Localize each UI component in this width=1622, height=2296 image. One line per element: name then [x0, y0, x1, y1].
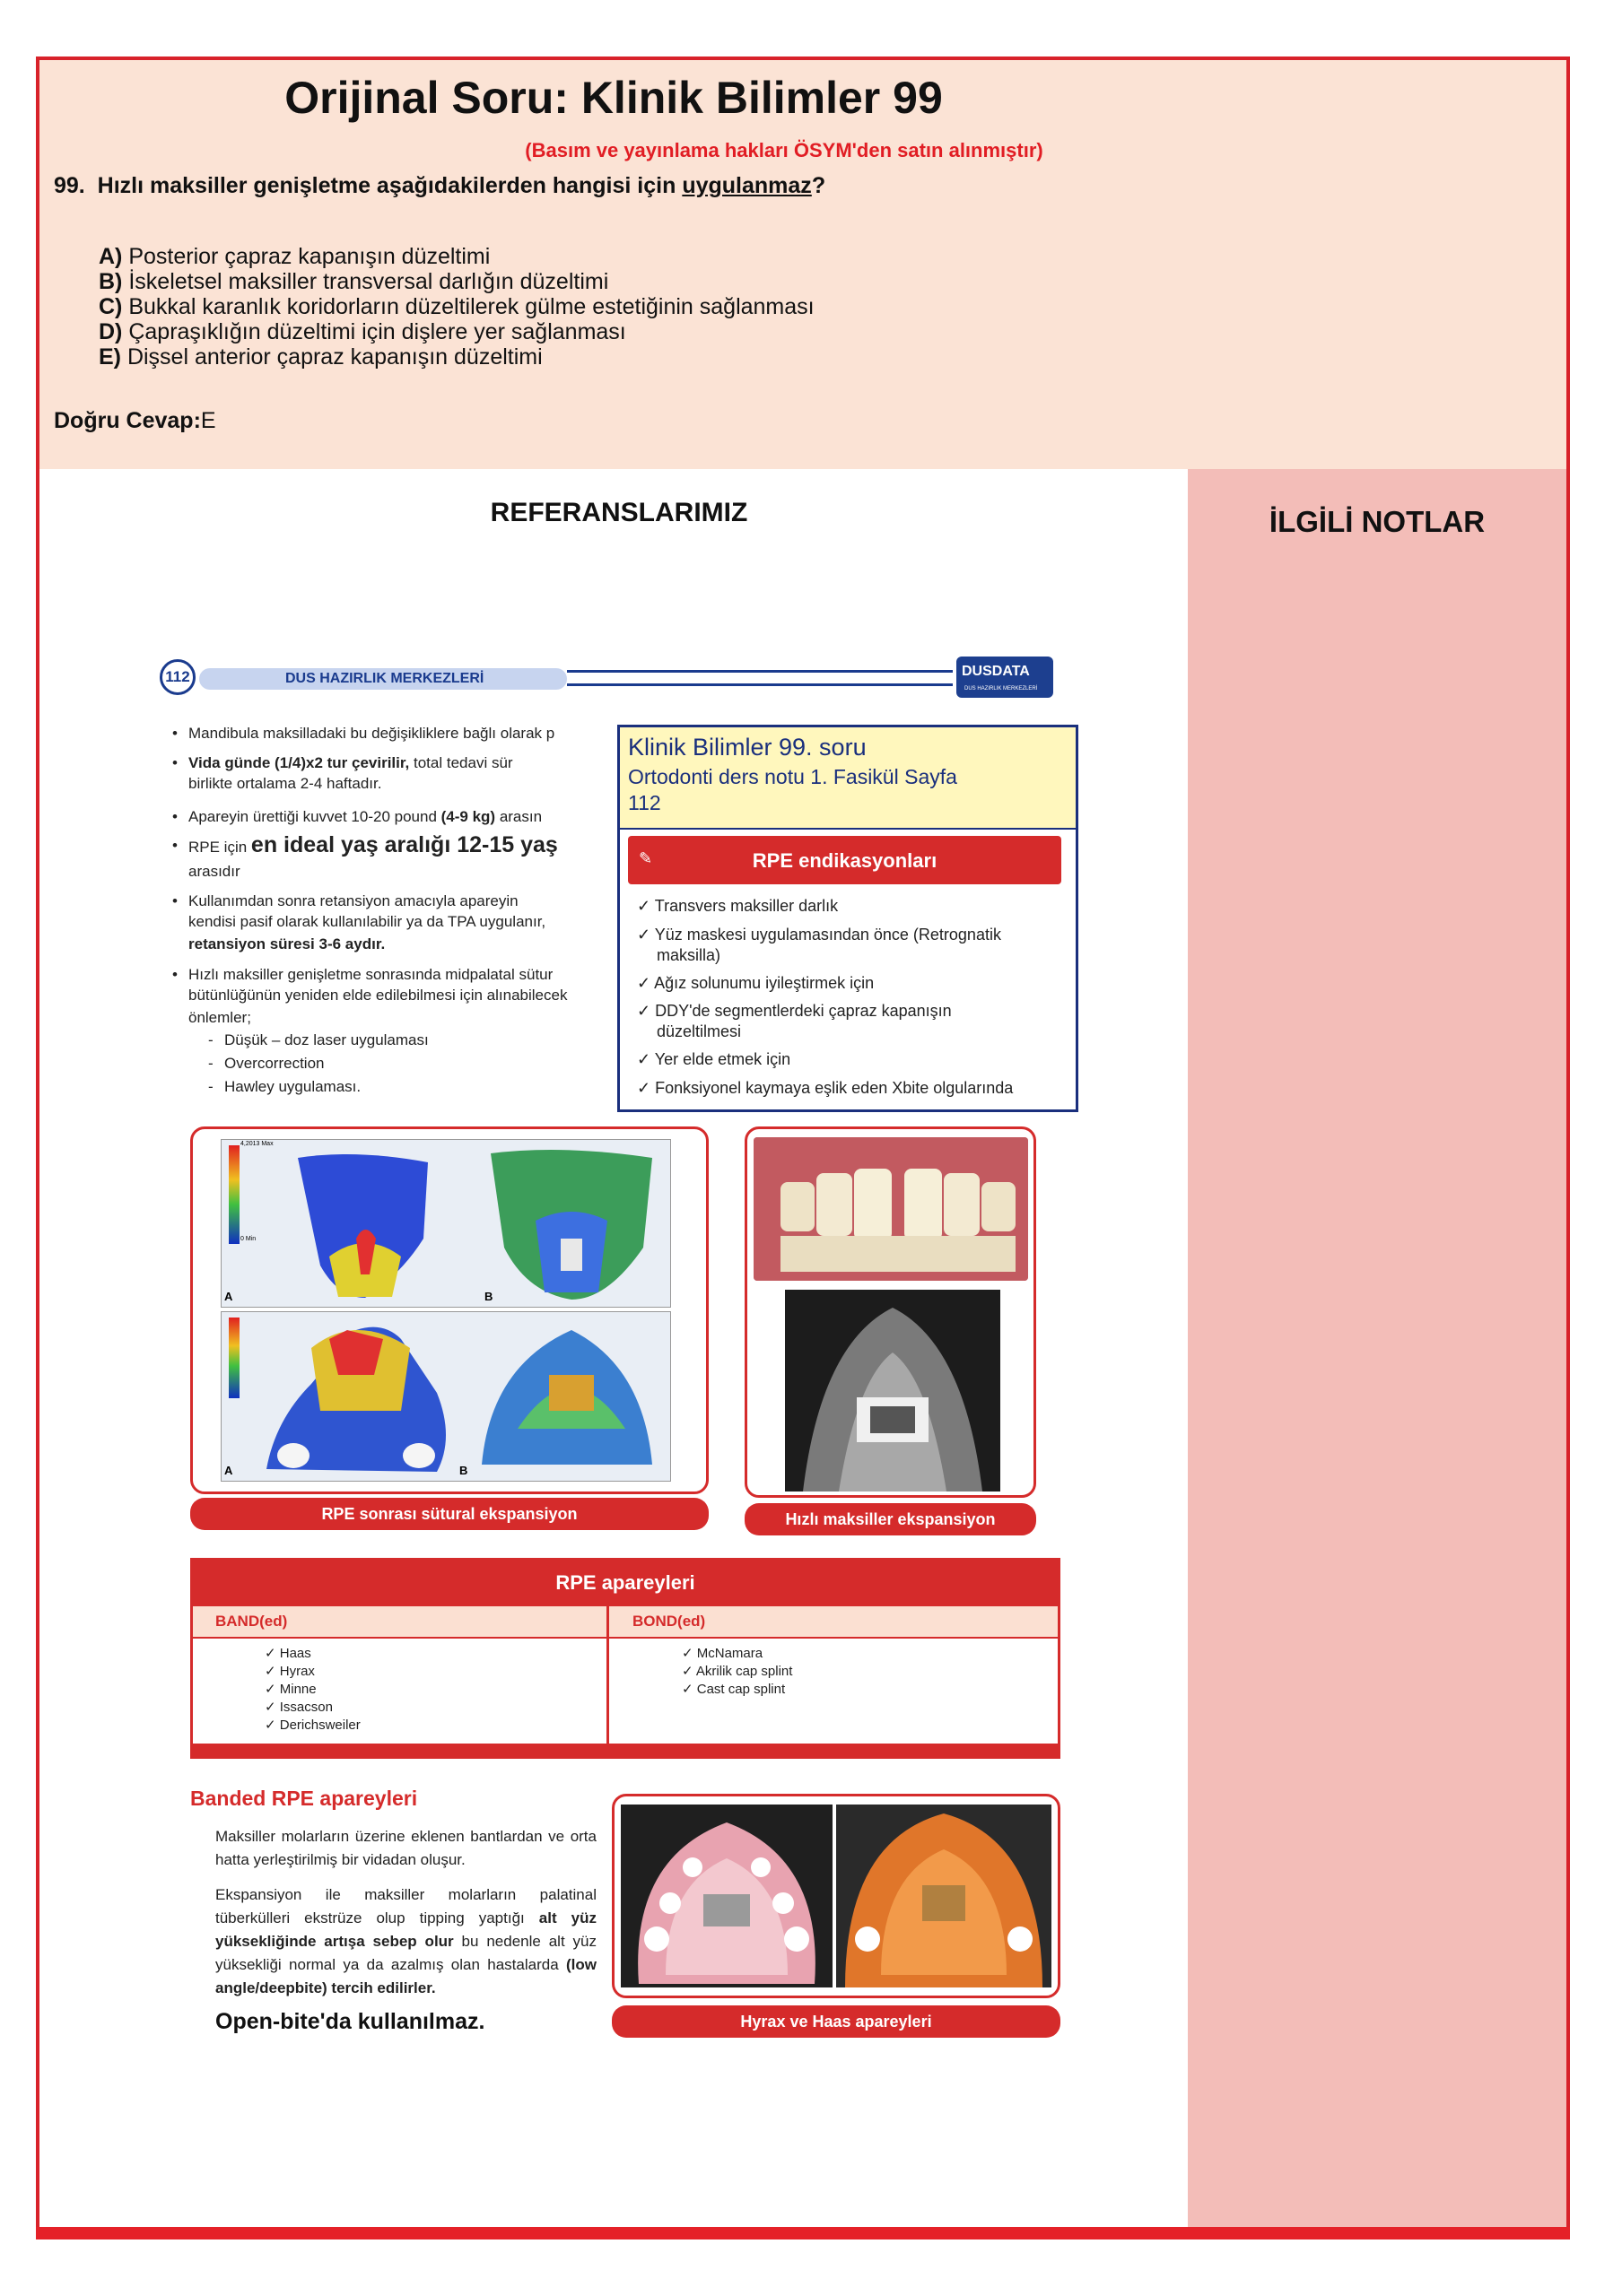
option-b: B) İskeletsel maksiller transversal darlığın düzeltimi	[99, 269, 609, 294]
notes-heading: İLGİLİ NOTLAR	[1269, 505, 1486, 538]
teeth-diastema-icon	[754, 1137, 1028, 1281]
page-number: 112	[160, 659, 196, 695]
fe-panel-bottom	[221, 1311, 671, 1482]
question-text: 99. Hızlı maksiller genişletme aşağıdakilerden hangisi için uygulanmaz?	[54, 173, 826, 198]
sub-item-2: - Overcorrection	[224, 1055, 324, 1073]
table-title: RPE apareyleri	[555, 1571, 695, 1594]
col-bonded-header: BOND(ed)	[632, 1613, 706, 1630]
skull-model-icon	[222, 1140, 670, 1307]
rpe-item-2: ✓ Yüz maskesi uygulamasından önce (Retrognatik	[637, 926, 1001, 944]
bullet-1: • Mandibula maksilladaki bu değişikliklere bağlı olarak p	[188, 722, 619, 744]
fe-panel-top	[221, 1139, 671, 1308]
overlay-line-1: Klinik Bilimler 99. soru	[628, 734, 867, 761]
sub-item-3: - Hawley uygulaması.	[224, 1078, 361, 1096]
xray-expander-icon	[785, 1290, 1000, 1492]
panel-label-a: A	[224, 1290, 233, 1303]
panel-label-b: B	[484, 1290, 493, 1303]
bullet-5-bold: retansiyon süresi 3-6 aydır.	[188, 935, 386, 952]
scale-max-label: 4,2013 Max	[240, 1141, 274, 1147]
option-a: A) Posterior çapraz kapanışın düzeltimi	[99, 244, 491, 269]
rpe-item-3: ✓ Ağız solunumu iyileştirmek için	[637, 974, 875, 992]
table-footer	[190, 1744, 1060, 1759]
banded-item: ✓ Issacson	[265, 1700, 333, 1715]
rpe-item-2-cont: maksilla)	[657, 946, 721, 964]
bonded-item: ✓ Akrilik cap splint	[682, 1664, 793, 1679]
banded-item: ✓ Derichsweiler	[265, 1718, 361, 1733]
hyrax-appliance-icon	[621, 1805, 833, 1987]
rpe-item-1: ✓ Transvers maksiller darlık	[637, 897, 839, 915]
option-d: D) Çapraşıklığın düzeltimi için dişlere yer sağlanması	[99, 319, 626, 344]
figure3-caption: Hyrax ve Haas apareyleri	[612, 2005, 1060, 2038]
copyright-note: (Basım ve yayınlama hakları ÖSYM'den satın alınmıştır)	[525, 139, 1043, 161]
rpe-item-6: ✓ Fonksiyonel kaymaya eşlik eden Xbite olgularında	[637, 1079, 1014, 1097]
correct-answer: Doğru Cevap:E	[54, 408, 216, 433]
panel-label-a2: A	[224, 1464, 233, 1477]
bullet-2-cont: birlikte ortalama 2-4 haftadır.	[188, 775, 382, 792]
overlay-line-2: Ortodonti ders notu 1. Fasikül Sayfa	[628, 765, 957, 788]
bottom-bar	[36, 2227, 1570, 2239]
banded-rpe-heading: Banded RPE apareyleri	[190, 1787, 418, 1810]
option-e: E) Dişsel anterior çapraz kapanışın düzeltimi	[99, 344, 543, 370]
bullet-3: • Apareyin ürettiği kuvvet 10-20 pound (4-9 kg) arasın	[188, 805, 619, 828]
table-subheader	[193, 1606, 1058, 1639]
logo-text: DUSDATA	[962, 664, 1030, 679]
haas-appliance-icon	[836, 1805, 1051, 1987]
overlay-line-3: 112	[628, 791, 661, 814]
banded-paragraph-1: Maksiller molarların üzerine eklenen bantlardan ve orta hatta yerleştirilmiş bir vidadan oluşur.	[215, 1828, 597, 1868]
bullet-6-cont: bütünlüğünün yeniden elde edilebilmesi için alınabilecek	[188, 987, 568, 1004]
rpe-item-4: ✓ DDY'de segmentlerdeki çapraz kapanışın	[637, 1002, 952, 1020]
bonded-item: ✓ Cast cap splint	[682, 1682, 786, 1697]
haas-photo	[836, 1805, 1051, 1987]
bullet-5-cont: kendisi pasif olarak kullanılabilir ya da TPA uygulanır,	[188, 913, 546, 930]
bullet-6-cont2: önlemler;	[188, 1009, 251, 1026]
textbook-header-text: DUS HAZIRLIK MERKEZLERİ	[285, 671, 484, 686]
sub-item-1: - Düşük – doz laser uygulaması	[224, 1031, 429, 1049]
banded-item: ✓ Haas	[265, 1646, 311, 1661]
banded-paragraph-2: Ekspansiyon ile maksiller molarların palatinal tüberkülleri ekstrüze olup tipping yaptığı alt yüz yüksekliğinde artışa sebep olur bu nedenle alt yüz yüksekliği normal ya da azalmış olan hastalarda (low angle/deepbite) tercih edilirler.	[215, 1886, 597, 1996]
scale-min-label: 0 Min	[240, 1236, 257, 1242]
openbite-note: Open-bite'da kullanılmaz.	[215, 2009, 485, 2034]
bullet-4: • RPE için en ideal yaş aralığı 12-15 yaş	[188, 834, 619, 858]
xray-image	[785, 1290, 1000, 1492]
col-banded-header: BAND(ed)	[215, 1613, 288, 1630]
references-heading: REFERANSLARIMIZ	[490, 498, 748, 527]
panel-label-b2: B	[459, 1464, 468, 1477]
rpe-indications-title: RPE endikasyonları	[752, 849, 937, 872]
bullet-4-cont: arasıdır	[188, 863, 240, 880]
bullet-5: • Kullanımdan sonra retansiyon amacıyla apareyin	[188, 890, 619, 912]
rpe-item-4-cont: düzeltilmesi	[657, 1022, 742, 1040]
option-c: C) Bukkal karanlık koridorların düzeltilerek gülme estetiğinin sağlanması	[99, 294, 815, 319]
header-lines	[567, 670, 953, 686]
figure2-caption: Hızlı maksiller ekspansiyon	[745, 1503, 1036, 1535]
pen-icon: ✎	[639, 849, 653, 867]
bullet-2: • Vida günde (1/4)x2 tur çevirilir, total tedavi sür	[188, 752, 619, 774]
rpe-item-5: ✓ Yer elde etmek için	[637, 1050, 791, 1068]
bullet-6: • Hızlı maksiller genişletme sonrasında midpalatal sütur	[188, 963, 619, 986]
hyrax-photo	[621, 1805, 833, 1987]
table-divider	[606, 1606, 609, 1750]
figure1-caption: RPE sonrası sütural ekspansiyon	[190, 1498, 709, 1530]
page-title: Orijinal Soru: Klinik Bilimler 99	[284, 73, 943, 123]
banded-item: ✓ Hyrax	[265, 1664, 315, 1679]
maxilla-model-icon	[222, 1312, 670, 1481]
banded-item: ✓ Minne	[265, 1682, 317, 1697]
notes-panel	[1188, 469, 1566, 2228]
logo-subtext: DUS HAZIRLIK MERKEZLERİ	[964, 686, 1038, 691]
bonded-item: ✓ McNamara	[682, 1646, 763, 1661]
teeth-photo	[754, 1137, 1028, 1281]
